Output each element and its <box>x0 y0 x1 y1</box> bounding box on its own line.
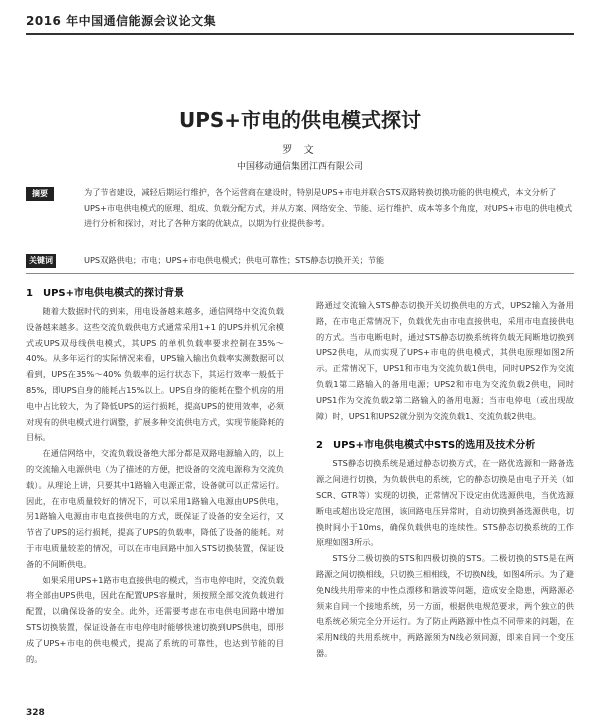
page-number: 328 <box>26 708 45 718</box>
affiliation: 中国移动通信集团江西有限公司 <box>236 162 363 172</box>
section-1-paragraph-2: 在通信网络中，交流负载设备绝大部分都是双路电源输入的，以上的交流输入电源供电（为了描述的方便，把设备的交流电源称为交流负载）。从理论上讲，只要其中1路输入电源正常，设备就可以正常运行。因此，在市电质量较好的情况下，可以采用1路输入电源由UPS供电，另1路输入电源由市电直接供电的方式，既保证了设备的安全运行，又节省了UPS的运行损耗，提高了UPS的负载率，降低了设备的能耗。对于市电质量较差的情况，可以在市电回路中加入STS切换装置，保证设备的不间断供电。 <box>26 448 284 569</box>
paper-title: UPS+市电的供电模式探讨 <box>178 108 422 132</box>
section-1-paragraph-3: 如果采用UPS+1路市电直接供电的模式，当市电停电时，交流负载将全部由UPS供电，因此在配置UPS容量时，须按照全部交流负载进行配置，以确保设备的安全。此外，还需要考虑在市电供电回路中增加STS切换装置，保证设备在市电停电时能够快速切换到UPS供电，即形成了UPS+市电的供电模式，提高了系统的可靠性，也达到节能的目的。 <box>26 574 284 664</box>
header-rule <box>26 33 574 35</box>
section-2-heading: 2 UPS+市电供电模式中STS的选用及技术分析 <box>316 440 536 452</box>
abstract-rule <box>26 273 574 274</box>
running-head: 2016 年中国通信能源会议论文集 <box>26 14 217 28</box>
section-1-paragraph-1: 随着大数据时代的到来，用电设备越来越多，通信网络中交流负载设备越来越多。这些交流负载供电方式通常采用1+1 的UPS并机冗余模式或UPS双母线供电模式，其UPS 的单机负载率要求控制在35%～40%。从多年运行的实际情况来看，UPS输入输出负载率实测数据可以看到，UPS在35%～40% 负载率的运行状态下，其运行效率一般低于85%，即UPS自身的能耗占15%以上。UPS自身的能耗在整个机房的用电中占比较大，为了降低UPS的运行损耗，提高UPS的使用效率，必须对现有的供电模式进行调整，扩展多种交流供电方式，实现节能降耗的目标。 <box>26 306 284 443</box>
section-2-paragraph-1: STS静态切换系统是通过静态切换方式，在一路优选源和一路备选源之间进行切换，为负载供电的系统，它的静态切换是由电子开关（如SCR、GTR等）实现的切换，正常情况下设定由优选源供电，当优选源断电或超出设定范围，该回路电压异常时，自动切换到备选源供电，切换时间小于10ms，确保负载供电的连续性。STS静态切换系统的工作原理如图3所示。 <box>316 458 574 548</box>
right-column <box>316 298 574 662</box>
author: 罗 文 <box>282 145 318 156</box>
keywords-tag: 关键词 <box>26 254 56 268</box>
abstract-text: 为了节省建设，减轻后期运行维护，各个运营商在建设时，特别是UPS+市电并联合STS双路转换切换功能的供电模式，本文分析了UPS+市电供电模式的原理、组成、负载分配方式，并从方案、网络安全、节能、运行维护、成本等多个角度，对UPS+市电的供电模式进行分析和探讨，对比了各种方案的优缺点，以期为行业提供参考。 <box>84 187 573 228</box>
abstract-tag: 摘要 <box>26 187 54 201</box>
section-1-continued: 路通过交流输入STS静态切换开关切换供电的方式，UPS2输入为备用路，在市电正常情况下，负载优先由市电直接供电，采用市电直接供电的方式。当市电断电时，通过STS静态切换系统将负载无间断地切换到UPS2供电，从而实现了UPS+市电的供电模式，其供电原理如图2所示。正常情况下，UPS1和市电为交流负载1供电，同时UPS2作为交流负载1第二路输入的备用电源；UPS2和市电为交流负载2供电，同时UPS1作为交流负载2第二路输入的备用电源；当市电停电（或出现故障）时，UPS1和UPS2就分别为交流负载1、交流负载2供电。 <box>316 300 574 421</box>
section-1-heading: 1 UPS+市电供电模式的探讨背景 <box>26 288 184 299</box>
left-column <box>26 284 284 667</box>
section-2-paragraph-2: STS分二极切换的STS和四极切换的STS。二极切换的STS是在两路源之间切换相线，只切换三相相线，不切换N线，如图4所示。为了避免N线共用带来的中性点漂移和谐波等问题，造成安全隐患，两路源必须来自同一个接地系统，另一方面，根据供电规范要求，两个独立的供电系统必须完全分开运行。为了防止两路源中性点不同带来的问题，在采用N线的共用系统中，两路源须为N线必须同源，即来自同一个变压器。 <box>316 553 574 658</box>
keywords-text: UPS双路供电；市电；UPS+市电供电模式；供电可靠性；STS静态切换开关；节能 <box>84 255 385 265</box>
